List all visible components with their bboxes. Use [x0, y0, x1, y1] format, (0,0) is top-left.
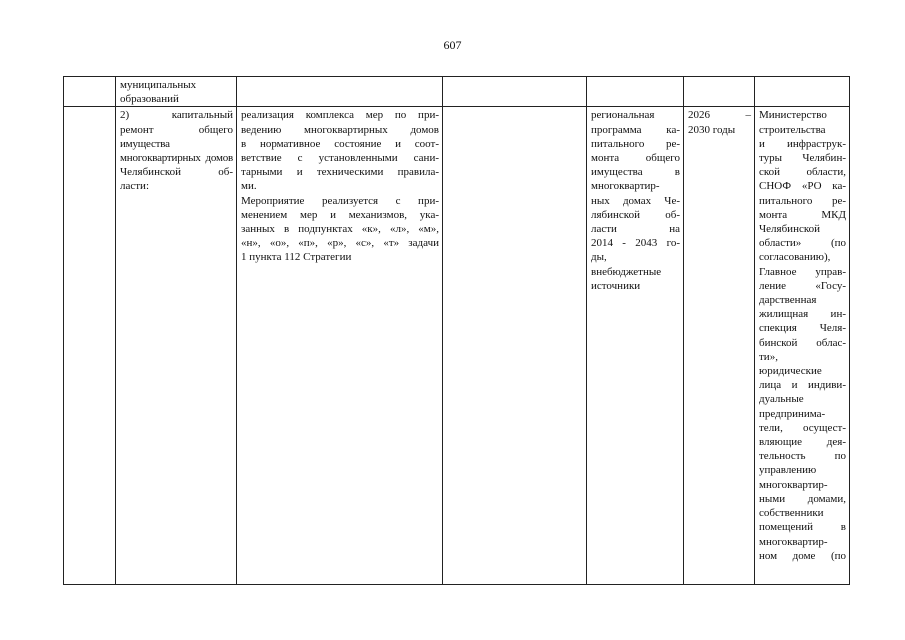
- cell-line: спекция Челя-: [759, 322, 846, 335]
- cell-line: жилищная ин-: [759, 308, 846, 321]
- cell-line: согласованию),: [759, 251, 831, 264]
- cell-line: Челябинской: [759, 223, 821, 236]
- cell-line: муниципальных: [120, 79, 197, 91]
- cell-line: ление «Госу-: [759, 279, 846, 292]
- cell-line: имущества в: [591, 166, 680, 179]
- cell-line: области» (по: [759, 237, 846, 250]
- plan-table: [63, 76, 850, 585]
- cell-line: программа ка-: [591, 123, 680, 136]
- cell-line: внебюджетные: [591, 265, 662, 278]
- table-cell: [64, 77, 116, 107]
- table-row: [64, 77, 850, 107]
- cell-line: ных домах Че-: [591, 194, 680, 207]
- cell-line: СНОФ «РО ка-: [759, 180, 846, 193]
- cell-line: занных в подпунктах «к», «л», «м»,: [241, 223, 439, 236]
- cell-line: ласти на: [591, 223, 680, 236]
- cell-line: Министерство: [759, 109, 827, 122]
- cell-line: лябинской об-: [591, 208, 680, 221]
- cell-line: ской области,: [759, 166, 846, 179]
- measure-description-cell: [237, 107, 443, 585]
- cell-line: ды,: [591, 251, 607, 264]
- page-number: 607: [443, 38, 462, 52]
- cell-line: помещений в: [759, 521, 846, 534]
- cell-line: ведению многоквартирных домов: [241, 123, 439, 136]
- cell-line: собственники: [759, 507, 824, 520]
- cell-line: питального ре-: [759, 194, 846, 207]
- cell-line: и инфраструк-: [759, 137, 846, 150]
- cell-line: тельность по: [759, 450, 846, 463]
- cell-line: ми.: [241, 180, 257, 193]
- cell-line: ремонт общего: [120, 123, 233, 136]
- cell-line: туры Челябин-: [759, 152, 846, 165]
- cell-line: тели, осущест-: [759, 421, 846, 434]
- cell-line: дуальные: [759, 393, 804, 406]
- cell-line: образований: [120, 93, 179, 106]
- cell-line: дарственная: [759, 294, 817, 307]
- cell-line: ветствие с установленными сани-: [241, 152, 439, 165]
- cell-line: многоквартир-: [759, 535, 828, 548]
- table-cell: [755, 77, 850, 107]
- cell-line: Челябинской об-: [120, 166, 233, 179]
- cell-line: ти»,: [759, 350, 778, 363]
- cell-line: Мероприятие реализуется с при-: [241, 194, 439, 207]
- cell-line: региональная: [591, 109, 655, 122]
- table-cell: [587, 77, 684, 107]
- cell-line: многоквартир-: [591, 180, 660, 193]
- cell-line: многоквартир-: [759, 478, 828, 491]
- cell-line: лица и индиви-: [759, 379, 846, 392]
- table-row: [64, 107, 850, 585]
- cell-line: ными домами,: [759, 492, 846, 505]
- cell-line: бинской облас-: [759, 336, 846, 349]
- timeframe-cell: [684, 107, 755, 585]
- table-cell: [684, 77, 755, 107]
- cell-line: «н», «о», «п», «р», «с», «т» задачи: [241, 237, 439, 250]
- cell-line: тарными и техническими правила-: [241, 166, 439, 179]
- cell-line: управлению: [759, 464, 817, 477]
- cell-line: имущества многоквартирных домов: [120, 137, 233, 165]
- funding-source-cell: [587, 107, 684, 585]
- cell-line: источники: [591, 279, 641, 292]
- cell-line: вляющие дея-: [759, 436, 846, 449]
- cell-line: в нормативное состояние и соот-: [241, 137, 439, 150]
- table-cell-municipal: [116, 77, 237, 107]
- table-cell: [443, 77, 587, 107]
- task-title-cell: [116, 107, 237, 585]
- cell-line: ном доме (по: [759, 549, 846, 562]
- table-cell: [64, 107, 116, 585]
- cell-line: 1 пункта 112 Стратегии: [241, 251, 352, 264]
- table-cell: [443, 107, 587, 585]
- cell-line: менением мер и механизмов, ука-: [241, 208, 439, 221]
- cell-line: ласти:: [120, 180, 150, 193]
- cell-line: 2) капитальный: [120, 109, 233, 122]
- cell-line: юридические: [759, 365, 822, 378]
- responsible-executors-cell: [755, 107, 850, 585]
- cell-line: 2030 годы: [688, 123, 736, 136]
- table-cell: [237, 77, 443, 107]
- cell-line: монта общего: [591, 152, 680, 165]
- cell-line: предпринима-: [759, 407, 826, 420]
- cell-line: строительства: [759, 123, 826, 136]
- cell-line: реализация комплекса мер по при-: [241, 109, 439, 122]
- cell-line: Главное управ-: [759, 265, 846, 278]
- cell-line: питального ре-: [591, 137, 680, 150]
- cell-line: 2014 - 2043 го-: [591, 237, 680, 250]
- cell-line: монта МКД: [759, 208, 846, 221]
- cell-line: 2026 –: [688, 109, 751, 122]
